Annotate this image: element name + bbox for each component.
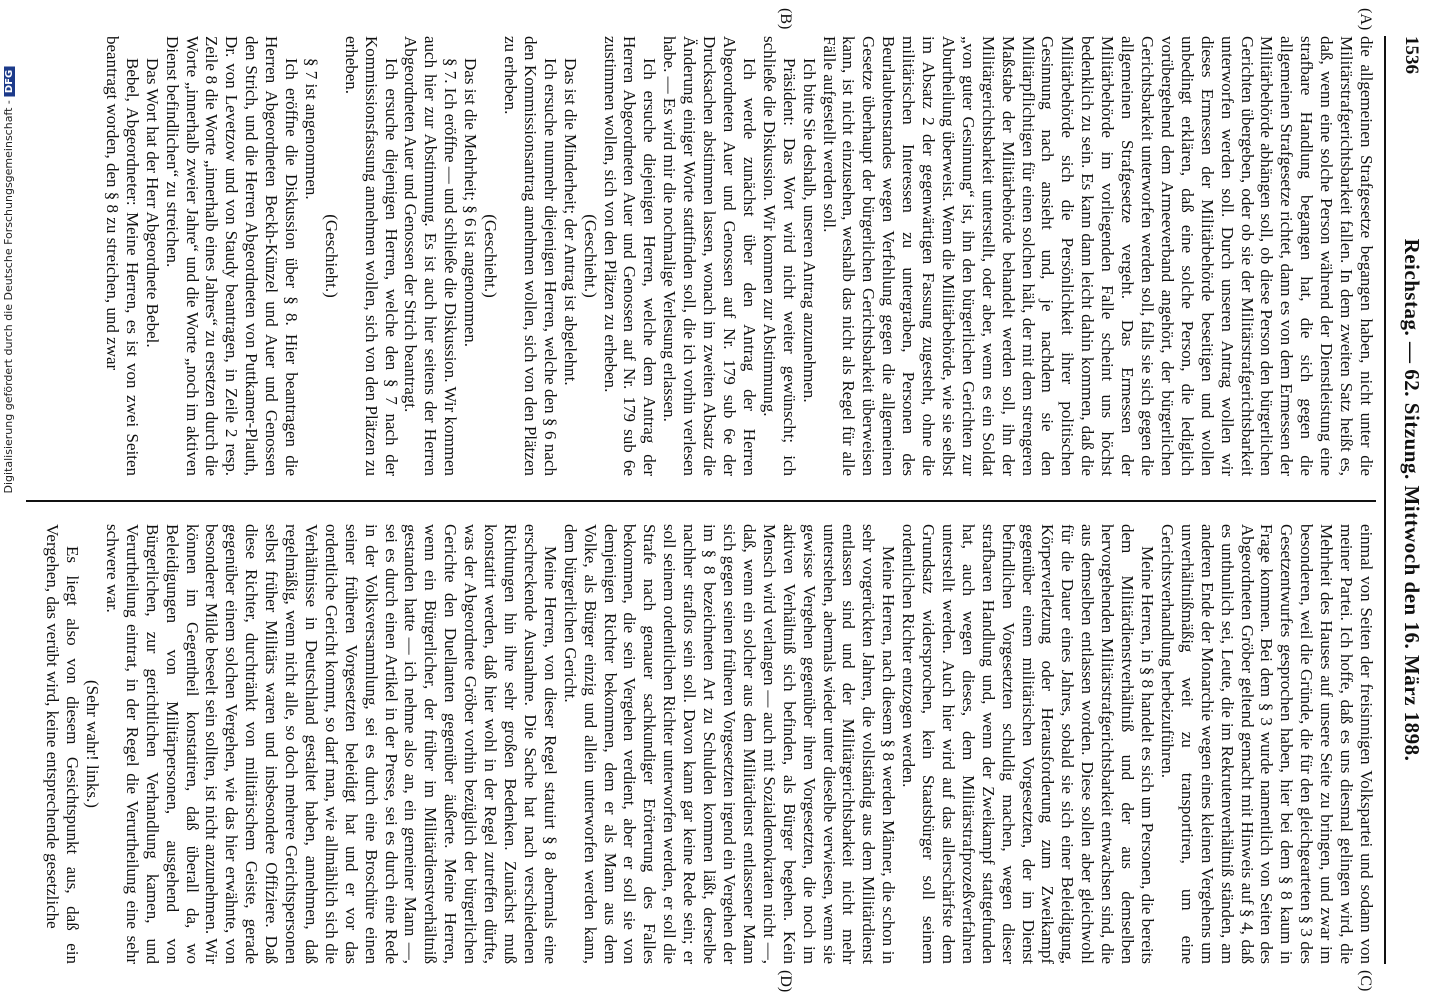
- stage-direction: (Geschieht.): [321, 214, 341, 298]
- running-title: Reichstag. — 62. Sitzung. Mittwoch den 16. März 1898.: [1400, 238, 1424, 762]
- paragraph: Das ist die Mehrheit; § 6 ist angenommen.: [461, 58, 481, 347]
- right-column: [26, 524, 1376, 964]
- margin-mark-a: (A): [1357, 8, 1374, 31]
- left-column: [26, 36, 1376, 476]
- paragraph: Ich ersuche diejenigen Herren, welche den § 7 nach der Kommissionsfassung annehmen wollen, sich von den Plätzen zu erheben.: [341, 36, 401, 476]
- paragraph: Präsident: Das Wort wird nicht weiter gewünscht; ich schließe die Diskussion. Wir kommen zur Abstimmung.: [759, 36, 799, 476]
- paragraph: Ich eröffne die Diskussion über § 8. Hier beantragen die Herren Abgeordneten Beckh-Künzel und Auer und Genossen den Strich, und die Herren Abgeordneten von Puttkamer-Plauth, Dr. von Levetzow und von Staudy beantragen, in Zeile 2 resp. Zeile 8 die Worte „innerhalb eines Jahres“ zu ersetzen durch die Worte „innerhalb zweier Jahre“ und die Worte „noch im aktiven Dienst befindlichen“ zu streichen.: [162, 36, 302, 476]
- page-header: [1388, 36, 1426, 964]
- paragraph: Bebel, Abgeordneter: Meine Herren, es ist von zwei Seiten beantragt worden, den § 8 zu streichen, und zwar: [102, 36, 142, 476]
- digitization-note-text: Digitalisierung gefördert durch die Deutsche Forschungsgemeinschaft -: [2, 100, 15, 494]
- paragraph: Ich bitte Sie deshalb, unseren Antrag anzunehmen.: [799, 58, 819, 403]
- margin-mark-c: (C): [1357, 970, 1374, 992]
- paragraph: einmal von Seiten der freisinnigen Volkspartei und sodann von meiner Partei. Ich hoffe, daß es uns diesmal gelingen wird, die Mehrheit des Hauses auf unsere Seite zu bringen, und zwar im besonderen, weil die Gründe, die für den gleichgearteten § 3 des Gesetzentwurfes gesprochen haben, hier bei dem § 8 kaum in Frage kommen. Bei dem § 3 wurde namentlich von Seiten des Abgeordneten Gröber geltend gemacht mit Hinweis auf § 4, daß es unthunlich sei, Leute, die im Rekrutenverhältniß ständen, am anderen Ende der Monarchie wegen eines kleinen Vergehens um unverhältnißmäßig weit zu transportiren, um eine Gerichtsverhandlung herbeizuführen.: [1157, 524, 1376, 964]
- paragraph: Ich ersuche nunmehr diejenigen Herren, welche den § 6 nach den Kommissionsantrag annehmen wollen, sich von den Plätzen zu erheben.: [501, 36, 560, 476]
- paragraph: Ich werde zunächst über den Antrag der Herren Abgeordneten Auer und Genossen auf Nr. 179 sub 6e der Drucksachen abstimmen lassen, wonach im zweiten Absatz die Änderung einiger Worte stattfinden soll, die ich vorhin verlesen habe. — Es wird mir die nochmalige Verlesung erlassen.: [660, 36, 759, 476]
- paragraph: Meine Herren, nach diesem § 8 werden Männer, die schon in sehr vorgerückten Jahren, die vollständig aus dem Militärdienst entlassen sind und der Militärgerichtsbarkeit nicht mehr unterstehen, abermals wieder unter dieselbe verwiesen, wenn sie gewisse Vergehen gegenüber ihren Vorgesetzten, die noch im aktiven Verhältniß sich befinden, als Bürger begehen. Kein Mensch wird verlangen — auch mit Sozialdemokraten nicht —, daß, wenn ein solcher aus dem Militärdienst entlassener Mann sich gegen seinen früheren Vorgesetzten irgend ein Vergehen der im § 8 bezeichneten Art zu Schulden kommen läßt, derselbe nachher straflos sein soll. Davon kann gar keine Rede sein; er soll seinem ordentlichen Richter unterworfen werden, er soll die Strafe nach genauer sachkundiger Erörterung des Falles bekommen, die sein Vergehen verdient, aber er soll sie von demjenigen Richter bekommen, dem er als Mann aus dem Volke, als Bürger einzig und allein unterworfen werden kann, dem bürgerlichen Gericht.: [560, 524, 899, 964]
- margin-mark-d: (D): [777, 970, 794, 993]
- margin-mark-b: (B): [777, 8, 794, 30]
- page-number: 1536: [1401, 36, 1422, 74]
- paragraph: Meine Herren, in § 8 handelt es sich um Personen, die bereits dem Militärdienstverhältniß und der aus demselben hervorgehenden Militärstrafgerichtsbarkeit entwachsen sind, die aus demselben entlassen worden. Diese sollen aber gleichwohl für die Dauer eines Jahres, sobald sie sich einer Beleidigung, Körperverletzung oder Herausforderung zum Zweikampf gegenüber einem militärischen Vorgesetzten, der im Dienst befindlichen Vorgesetzten schuldig machen, wegen dieser strafbaren Handlung und, wenn der Zweikampf stattgefunden hat, auch wegen dieses, dem Militärstrafprozeßverfahren unterstellt werden. Auch hier wird auf das allerschärfste dem Grundsatz widersprochen, kein Staatsbürger soll seinem ordentlichen Richter entzogen werden.: [899, 524, 1158, 964]
- column-divider: [26, 500, 1376, 502]
- paragraph: § 7 ist angenommen.: [301, 58, 321, 200]
- stage-direction: (Geschieht.): [580, 214, 600, 298]
- paragraph: Das ist die Minderheit; der Antrag ist abgelehnt.: [560, 58, 580, 386]
- paragraph: Es liegt also von diesem Gesichtspunkt aus, daß ein Vergehen, das verübt wird, keine entsprechende gesetzliche: [43, 524, 83, 964]
- paragraph: Meine Herren, von dieser Regel statuirt § 8 abermals eine erschreckende Ausnahme. Die Sache hat nach verschiedenen Richtungen hin ihre sehr großen Bedenken. Zunächst muß konstatirt werden, daß hier wohl in der Regel zutreffen dürfte, was der Abgeordnete Gröber vorhin bezüglich der bürgerlichen Gerichte den Duellanten gegenüber äußerte. Meine Herren, wenn ein Bürgerlicher, der früher im Militärdienstverhältniß gestanden hatte — ich nehme also an, ein gemeiner Mann —, sei es durch einen Artikel in der Presse, sei es durch eine Rede in der Volksversammlung, sei es durch eine Broschüre einen seiner früheren Vorgesetzten beleidigt hat und er vor das ordentliche Gericht kommt, so darf man, wie allmählich sich die Verhältnisse in Deutschland gestaltet haben, annehmen, daß regelmäßig, wenn nicht alle, so doch mehrere Gerichtspersonen selbst früher Militärs waren und insbesondere Offiziere. Daß diese Richter, durchtränkt von militärischem Geiste, gerade gegenüber einem solchen Vergehen, wie das hier erwähnte, von besonderer Milde beseelt sein sollten, ist nicht anzunehmen. Wir können im Gegentheil konstatiren, daß überall da, wo Beleidigungen von Militärpersonen, ausgehend von Bürgerlichen, zur gerichtlichen Verhandlung kamen, und Verurtheilung eintrat, in der Regel die Verurtheilung eine sehr schwere war.: [102, 524, 560, 964]
- stage-direction: (Geschieht.): [481, 214, 501, 298]
- rotated-page: [14, 0, 1434, 1000]
- paragraph: Das Wort hat der Herr Abgeordnete Bebel.: [142, 58, 162, 348]
- paragraph: Ich ersuche diejenigen Herren, welche dem Antrag der Herren Abgeordneten Auer und Genossen auf Nr. 179 sub 6e zustimmen wollen, sich von den Plätzen zu erheben.: [600, 36, 660, 476]
- stage-direction: (Sehr wahr! links.): [83, 680, 102, 808]
- dfg-logo: DFG: [4, 67, 15, 96]
- header-rule: [1384, 36, 1386, 964]
- paragraph: § 7. Ich eröffne — und schließe die Diskussion. Wir kommen auch hier zur Abstimmung. Es ist auch hier seitens der Herren Abgeordneten Auer und Genossen der Strich beantragt.: [401, 36, 461, 476]
- paragraph: die allgemeinen Strafgesetze begangen haben, nicht unter die Militärstrafgerichtsbarkeit fallen. In dem zweiten Satz heißt es, daß, wenn eine solche Person während der Dienstleistung eine strafbare Handlung begangen hat, die sich gegen die allgemeinen Strafgesetze richtet, dann es von dem Ermessen der Militärbehörde abhängen soll, ob diese Person den bürgerlichen Gerichten übergeben, oder ob sie der Militärstrafgerichtsbarkeit unterworfen werden soll. Durch unseren Antrag wollen wir dieses Ermessen der Militärbehörde beseitigen und wollen unbedingt erklären, daß eine solche Person, die lediglich vorübergehend dem Armeeverband angehört, der bürgerlichen Gerichtsbarkeit unterworfen werden soll, falls sie sich gegen die allgemeinen Strafgesetze vergeht. Das Ermessen der Militärbehörde im vorliegenden Falle scheint uns höchst bedenklich zu sein. Es kann dann leicht dahin kommen, daß die Militärbehörde sich die Persönlichkeit ihrer politischen Gesinnung nach ansieht und, je nachdem sie den Militärpflichtigen für einen solchen hält, der mit dem strengeren Maßstabe der Militärbehörde behandelt werden soll, ihn der Militärgerichtsbarkeit unterstellt, oder aber, wenn es ein Soldat „von guter Gesinnung“ ist, ihn den bürgerlichen Gerichten zur Aburtheilung überweist. Wenn die Militärbehörde, wie sie selbst im Absatz 2 der gegenwärtigen Fassung zugesteht, ohne die militärischen Interessen zu untergraben, Personen des Beurlaubtenstandes wegen Verfehlung gegen die allgemeinen Gesetze überhaupt der bürgerlichen Gerichtsbarkeit überweisen kann, ist nicht einzusehen, weshalb das nicht als Regel für alle Fälle aufgestellt werden soll.: [819, 36, 1376, 476]
